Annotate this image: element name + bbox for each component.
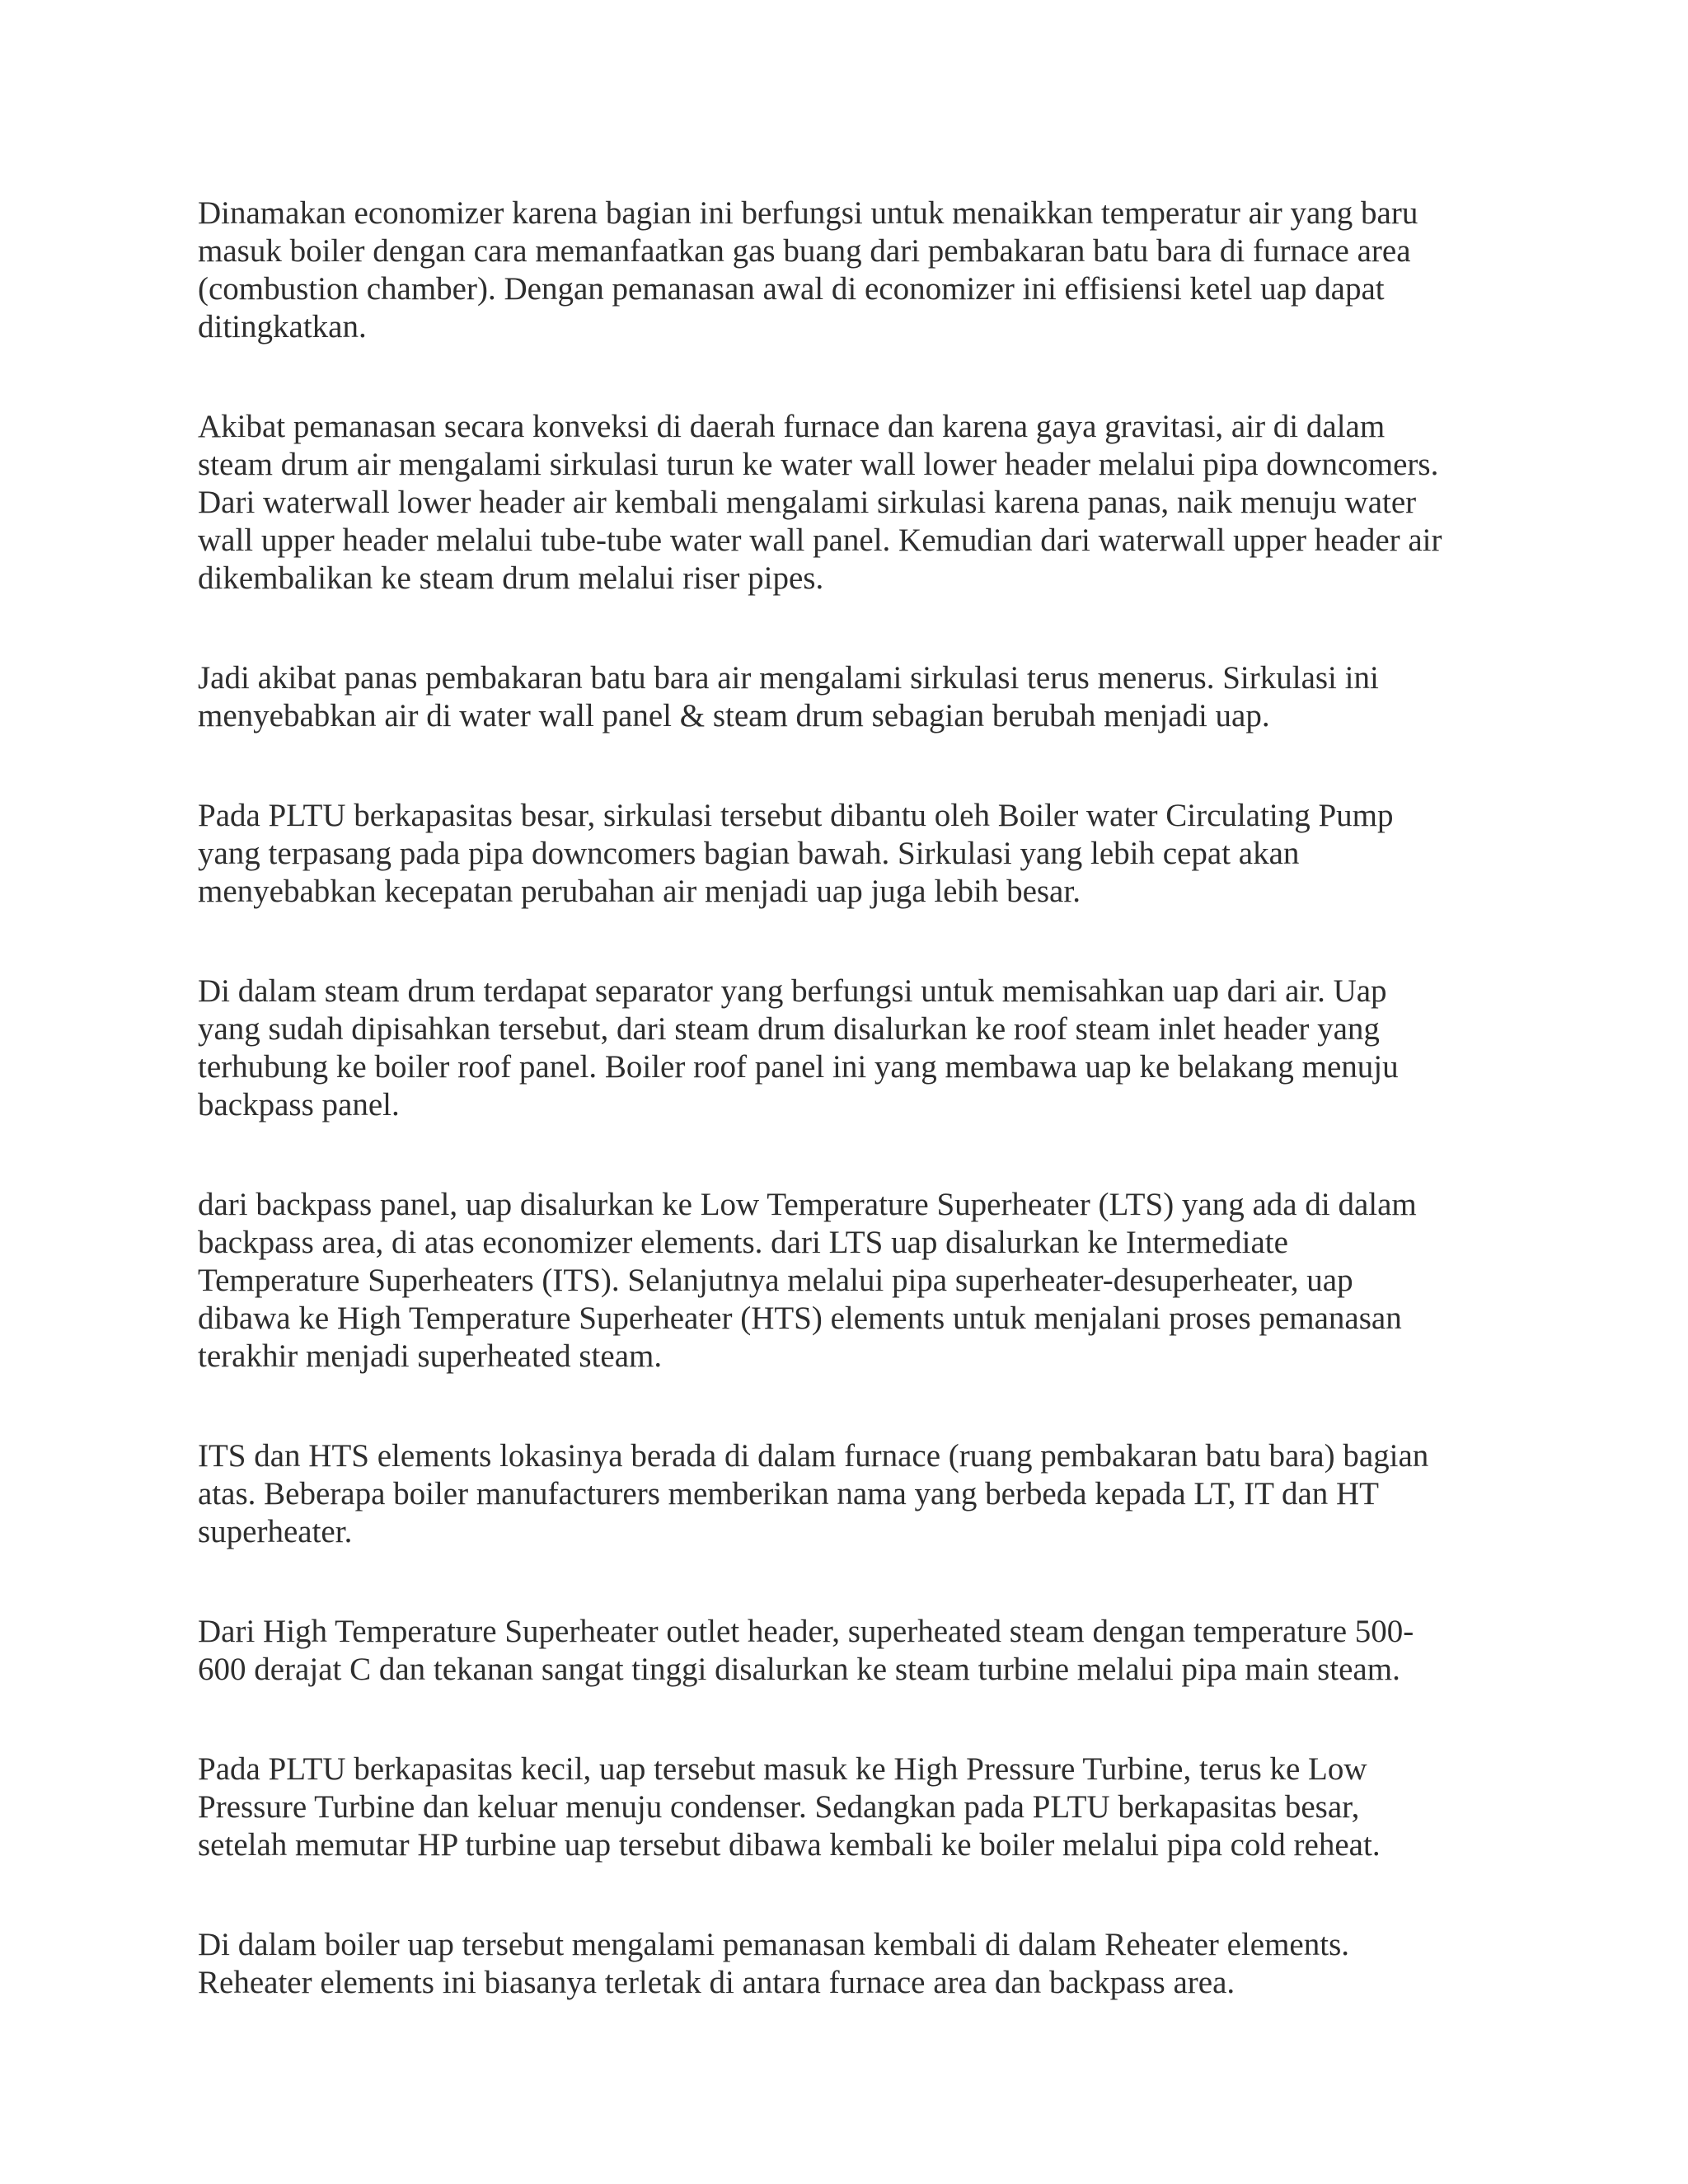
paragraph-superheaters: dari backpass panel, uap disalurkan ke Low Temperature Superheater (LTS) yang ada di dalam backpass area, di atas economizer elements. dari LTS uap disalurkan ke Intermediate Temperature Superheaters (ITS). Selanjutnya melalui pipa superheater-desuperheater, uap dibawa ke High Temperature Superheater (HTS) elements untuk menjalani proses pemanasan terakhir menjadi superheated steam. [198,1187,1417,1374]
paragraph-continuous-circulation: Jadi akibat panas pembakaran batu bara air mengalami sirkulasi terus menerus. Sirkulasi ini menyebabkan air di water wall panel & steam drum sebagian berubah menjadi uap. [198,660,1379,733]
paragraph-reheater: Di dalam boiler uap tersebut mengalami pemanasan kembali di dalam Reheater elements. Reheater elements ini biasanya terletak di antara furnace area dan backpass area. [198,1927,1349,2000]
paragraph-its-hts-location: ITS dan HTS elements lokasinya berada di dalam furnace (ruang pembakaran batu bara) bagian atas. Beberapa boiler manufacturers memberikan nama yang berbeda kepada LT, IT dan HT superheater. [198,1438,1429,1549]
paragraph-steam-drum-separator: Di dalam steam drum terdapat separator yang berfungsi untuk memisahkan uap dari air. Uap yang sudah dipisahkan tersebut, dari steam drum disalurkan ke roof steam inlet header yang terhubung ke boiler roof panel. Boiler roof panel ini yang membawa uap ke belakang menuju backpass panel. [198,973,1399,1122]
document-body [198,194,1500,2064]
paragraph-circulation: Akibat pemanasan secara konveksi di daerah furnace dan karena gaya gravitasi, air di dalam steam drum air mengalami sirkulasi turun ke water wall lower header melalui pipa downcomers. Dari waterwall lower header air kembali mengalami sirkulasi karena panas, naik menuju water wall upper header melalui tube-tube water wall panel. Kemudian dari waterwall upper header air dikembalikan ke steam drum melalui riser pipes. [198,409,1442,596]
paragraph-main-steam: Dari High Temperature Superheater outlet header, superheated steam dengan temperature 500- 600 derajat C dan tekanan sangat tinggi disalurkan ke steam turbine melalui pipa main steam. [198,1614,1414,1687]
paragraph-economizer: Dinamakan economizer karena bagian ini berfungsi untuk menaikkan temperatur air yang baru masuk boiler dengan cara memanfaatkan gas buang dari pembakaran batu bara di furnace area (combustion chamber). Dengan pemanasan awal di economizer ini effisiensi ketel uap dapat ditingkatkan. [198,195,1418,344]
paragraph-circulating-pump: Pada PLTU berkapasitas besar, sirkulasi tersebut dibantu oleh Boiler water Circulating Pump yang terpasang pada pipa downcomers bagian bawah. Sirkulasi yang lebih cepat akan menyebabkan kecepatan perubahan air menjadi uap juga lebih besar. [198,798,1394,909]
paragraph-turbines: Pada PLTU berkapasitas kecil, uap tersebut masuk ke High Pressure Turbine, terus ke Low Pressure Turbine dan keluar menuju condenser. Sedangkan pada PLTU berkapasitas besar, setelah memutar HP turbine uap tersebut dibawa kembali ke boiler melalui pipa cold reheat. [198,1751,1381,1863]
